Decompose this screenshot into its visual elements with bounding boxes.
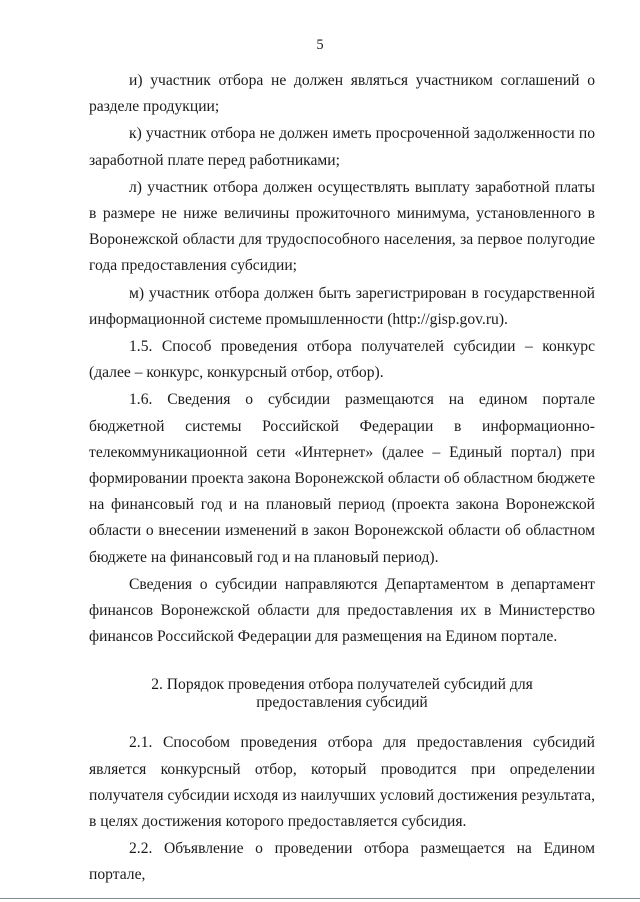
paragraph-subsidy-info: Сведения о субсидии направляются Департаментом в департамент финансов Воронежской области для предоставления их в Министерство финансов Российской Федерации для размещения на Едином портале. [89, 575, 595, 646]
paragraph-i: и) участник отбора не должен являться участником соглашений о разделе продукции; [89, 72, 595, 116]
document-body [89, 68, 595, 889]
paragraph-2-1: 2.1. Способом проведения отбора для предоставления субсидий является конкурсный отбор, который проводится при определении получателя субсидии исходя из наилучших условий достижения результата, в целях достижения которого предоставляется субсидия. [89, 734, 595, 831]
paragraph-l: л) участник отбора должен осуществлять выплату заработной платы в размере не ниже величины прожиточного минимума, установленного в Воронежской области для трудоспособного населения, за первое полугодие года предоставления субсидии; [89, 178, 595, 275]
paragraph-1-5: 1.5. Способ проведения отбора получателей субсидии – конкурс (далее – конкурс, конкурсный отбор, отбор). [89, 338, 595, 382]
page-number: 5 [316, 37, 324, 53]
paragraph-m: м) участник отбора должен быть зарегистрирован в государственной информационной системе промышленности (http://gisp.gov.ru). [89, 284, 595, 328]
paragraph-2-2: 2.2. Объявление о проведении отбора размещается на Едином портале, [89, 840, 595, 884]
paragraph-1-6: 1.6. Сведения о субсидии размещаются на едином портале бюджетной системы Российской Федерации в информационно-телекоммуникационной сети «Интернет» (далее – Единый портал) при формировании проекта закона Воронежской области об областном бюджете на финансовый год и на плановый период (проекта закона Воронежской области о внесении изменений в закон Воронежской области об областном бюджете на финансовый год и на плановый период). [89, 391, 595, 566]
section-heading [89, 676, 595, 711]
section-heading-line-2: предоставления субсидий [256, 693, 428, 711]
section-heading-line-1: 2. Порядок проведения отбора получателей субсидий для [151, 676, 533, 694]
page-bottom-edge [0, 898, 640, 899]
paragraph-k: к) участник отбора не должен иметь просроченной задолженности по заработной плате перед работниками; [89, 125, 595, 169]
